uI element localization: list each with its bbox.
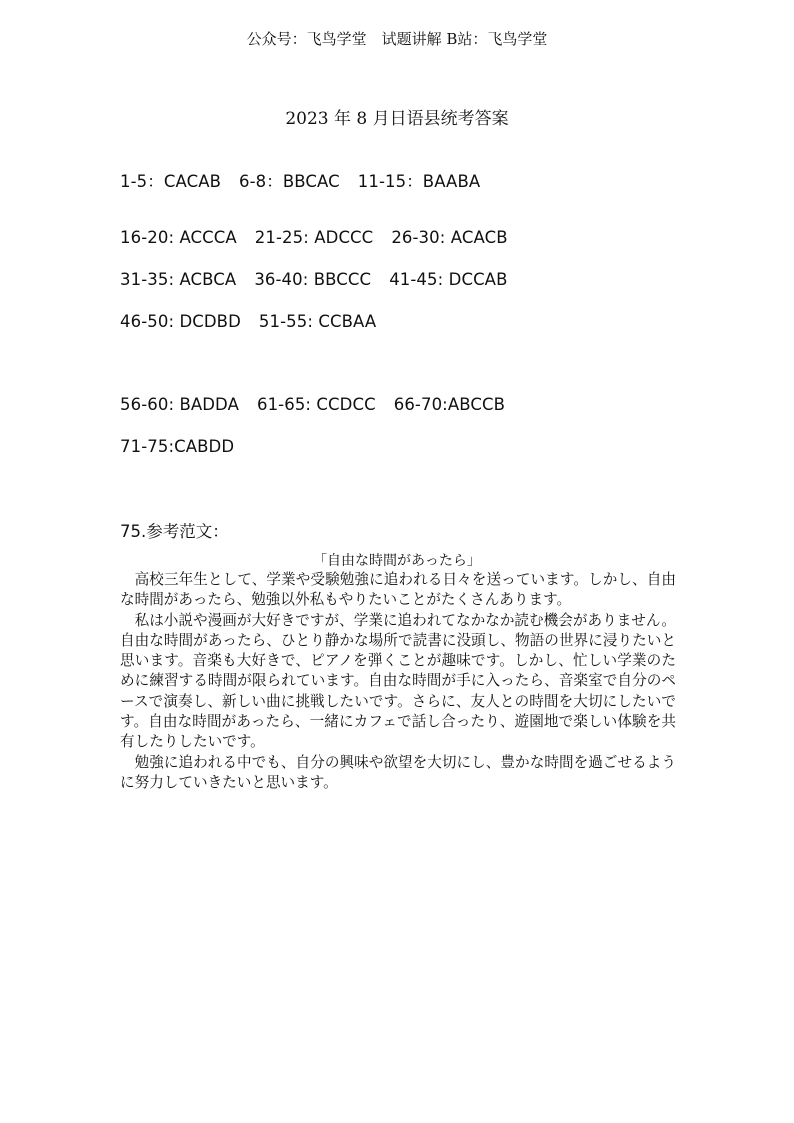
essay-title: 「自由な時間があったら」 — [313, 553, 481, 569]
answer-group: 6-8：BBCAC — [239, 172, 340, 191]
essay-label: 75.参考范文： — [120, 522, 229, 541]
answer-group: 11-15：BAABA — [357, 172, 481, 191]
answer-line-2 — [120, 228, 526, 247]
answer-group: 66-70:ABCCB — [393, 395, 506, 414]
answer-group: 56-60: BADDA — [120, 395, 239, 414]
essay-paragraph: 高校三年生として、学業や受験勉強に追われる日々を送っています。しかし、自由な時間があったら、勉強以外私もやりたいことがたくさんあります。 — [120, 571, 676, 609]
answer-group: 21-25: ADCCC — [254, 228, 374, 247]
essay-body — [120, 570, 676, 793]
document-title: 2023 年 8 月日语县统考答案 — [285, 109, 509, 129]
answer-group: 61-65: CCDCC — [256, 395, 376, 414]
answer-group: 36-40: BBCCC — [254, 270, 372, 289]
answer-line-5 — [120, 395, 523, 414]
answer-group: 41-45: DCCAB — [389, 270, 508, 289]
answer-group: 1-5：CACAB — [120, 172, 221, 191]
answer-group: 46-50: DCDBD — [120, 312, 241, 331]
answer-group: 31-35: ACBCA — [120, 270, 237, 289]
answer-group: 71-75:CABDD — [120, 437, 235, 456]
answer-line-3 — [120, 270, 526, 289]
essay-paragraph: 勉強に追われる中でも、自分の興味や欲望を大切にし、豊かな時間を過ごせるように努力していきたいと思います。 — [120, 753, 676, 791]
page-header: 公众号：飞鸟学堂 试题讲解 B站：飞鸟学堂 — [246, 30, 548, 48]
answer-group: 16-20: ACCCA — [120, 228, 237, 247]
answer-group: 51-55: CCBAA — [258, 312, 377, 331]
answer-line-1 — [120, 168, 498, 192]
answer-group: 26-30: ACACB — [391, 228, 508, 247]
answer-line-4 — [120, 312, 394, 331]
answer-line-6 — [120, 437, 252, 456]
essay-paragraph: 私は小説や漫画が大好きですが、学業に追われてなかなか読む機会がありません。自由な時間があったら、ひとり静かな場所で読書に没頭し、物語の世界に浸りたいと思います。音楽も大好きで、ピアノを弾くことが趣味です。しかし、忙しい学業のために練習する時間が限られています。自由な時間が手に入ったら、音楽室で自分のペースで演奏し、新しい曲に挑戦したいです。さらに、友人との時間を大切にしたいです。自由な時間があったら、一緒にカフェで話し合ったり、遊園地で楽しい体験を共有したりしたいです。 — [120, 611, 676, 751]
